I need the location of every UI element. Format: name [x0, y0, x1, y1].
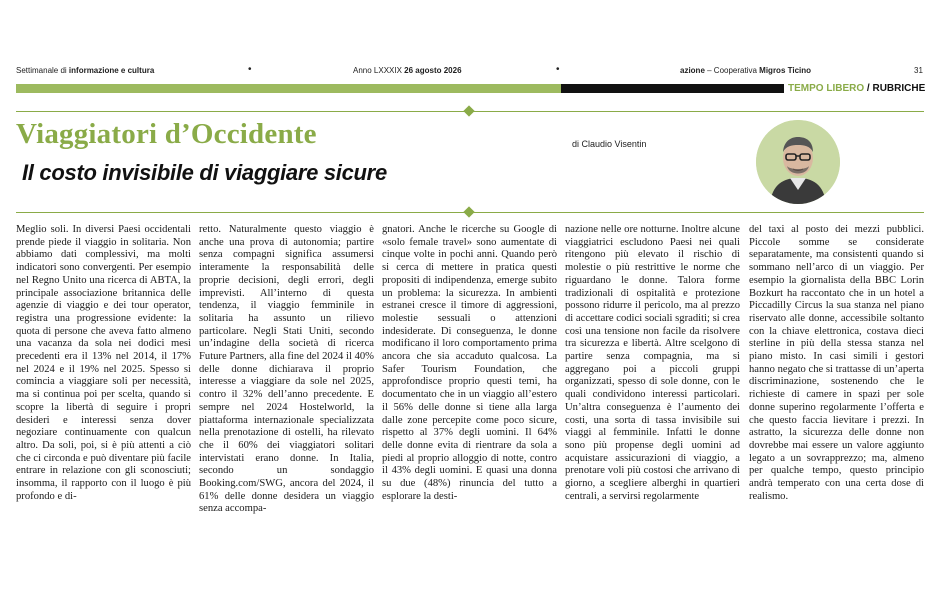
column-title: Viaggiatori d’Occidente	[16, 118, 317, 150]
divider-ornament	[463, 206, 474, 217]
issue-date: Anno LXXXIX 26 agosto 2026	[353, 66, 462, 75]
column-text: retto. Naturalmente questo viaggio è anche una prova di autonomia; partire senza compagni significa assumersi interamente la responsabilità delle proprie decisioni, degli errori, degli imprevisti. All’interno di questa tendenza, il viaggio femminile in solitaria ha assunto un rilievo particolare. Negli Stati Uniti, secondo un’indagine della società di ricerca Future Partners, alla fine del 2024 il 40% delle donne dichiarava il proprio interesse a viaggiare da sole nel 2025, contro il 32% dell’anno precedente. E sempre nel 2024 Hostelworld, la piattaforma internazionale specializzata nella prenotazione di ostelli, ha rilevato che il 60% dei viaggiatori solitari intervistati erano donne. In Italia, secondo un sondaggio Booking.com/SWG, ancora del 2024, il 61% delle donne desidera un viaggio senza accompa-	[199, 224, 374, 515]
section-rule-black	[561, 84, 784, 93]
article-subtitle: Il costo invisibile di viaggiare sicure	[22, 160, 387, 185]
author-byline: di Claudio Visentin	[572, 139, 647, 149]
page-number: 31	[914, 66, 923, 75]
text-column-5	[749, 224, 924, 596]
text-column-2	[199, 224, 374, 596]
section-rule-green	[16, 84, 561, 93]
text-column-4	[565, 224, 740, 596]
text-column-1	[16, 224, 191, 596]
section-label	[788, 83, 924, 95]
section-divider: /	[864, 83, 873, 94]
article-body	[16, 224, 924, 596]
divider-ornament	[463, 105, 474, 116]
author-photo-icon	[756, 120, 840, 204]
column-text: del taxi al posto dei mezzi pubblici. Piccole somme se considerate separatamente, ma consistenti quando si sommano nell’arco di un viaggio. Per esempio la giornalista della BBC Lorin Bozkurt ha raccontato che in un hotel a Piccadilly Circus la sua stanza nel piano riservato alle donne, accessibile soltanto con la chiave elettronica, costava dieci sterline in più della stessa stanza nel piano misto. In casi simili i gestori hanno negato che si trattasse di un’aperta discriminazione, sostenendo che le richieste di camere in spazi per sole donne superino regolarmente l’offerta e che questo faccia lievitare i prezzi. In astratto, la sicurezza delle donne non dovrebbe mai essere un valore aggiunto legato a un sovrapprezzo; ma, almeno per qualche tempo, questo principio andrà temperato con una certa dose di realismo.	[749, 224, 924, 502]
publisher-name: azione – Cooperativa Migros Ticino	[680, 66, 812, 75]
text-column-3	[382, 224, 557, 596]
separator-dot: •	[248, 64, 252, 75]
column-text: gnatori. Anche le ricerche su Google di «solo female travel» sono aumentate di cinque volte in pochi anni. Quando però si cerca di mettere in pratica questi propositi di indipendenza, emerge subito un problema: la sicurezza. In ambienti estranei cresce il timore di aggressioni, molestie sessuali o attenzioni indesiderate. Di conseguenza, le donne modificano il loro comportamento prima ancora che sia accaduto qualcosa. La Safer Tourism Foundation, che approfondisce proprio questi temi, ha documentato che in un viaggio all’estero il 56% delle donne si tiene alla larga dalle zone percepite come poco sicure, rispetto al 37% degli uomini. Il 64% delle donne evita di rientrare da sola a piedi al proprio alloggio di notte, contro il 43% degli uomini. E quasi una donna su due (48%) rinuncia del tutto a esplorare la desti-	[382, 224, 557, 502]
separator-dot: •	[556, 64, 560, 75]
column-text: Meglio soli. In diversi Paesi occidentali prende piede il viaggio in solitaria. Non abbiamo dati complessivi, ma molti indicatori sono convergenti. Per esempio nel Regno Unito una ricerca di ABTA, la principale associazione britannica delle agenzie di viaggio e dei tour operator, registra una progressione evidente: la quota di persone che aveva fatto almeno una vacanza da sola nei dodici mesi precedenti era il 13% nel 2014, il 17% nel 2024 e il 19% nel 2025. Spesso si comincia a viaggiare soli per necessità, ma si continua poi per scelta, quando si scopre la libertà di seguire i propri desideri e interessi senza dover negoziare continuamente con qualcun altro. Da soli, poi, si è più attenti a ciò che ci circonda e può diventare più facile entrare in relazione con gli sconosciuti; insomma, il rapporto con il luogo è più profondo e di-	[16, 224, 191, 502]
author-portrait	[756, 120, 840, 204]
section-primary: TEMPO LIBERO	[788, 83, 865, 94]
column-text: nazione nelle ore notturne. Inoltre alcune viaggiatrici escludono Paesi nei quali ritengono più elevato il rischio di molestie o più restrittive le norme che riguardano le donne. Talora forme tradizionali di ospitalità e protezione possono ridurre il pericolo, ma al prezzo di accettare codici sociali sgraditi; si crea così una tensione non facile da risolvere tra sicurezza e libertà. Altre scelgono di partire senza compagnia, ma si aggregano poi a piccoli gruppi organizzati, spesso di sole donne, con le quali condividono interessi particolari. Un’altra conseguenza è l’aumento dei costi, una sorta di tassa invisibile sui viaggi al femminile. Infatti le donne sono più propense degli uomini ad acquistare assicurazioni di viaggio, a prenotare voli più costosi che arrivano di giorno, a scegliere alberghi in quartieri centrali, a servirsi regolarmente	[565, 224, 740, 502]
publication-descriptor: Settimanale di informazione e cultura	[16, 66, 155, 75]
section-secondary: RUBRICHE	[872, 83, 926, 94]
masthead-bar	[16, 64, 924, 78]
